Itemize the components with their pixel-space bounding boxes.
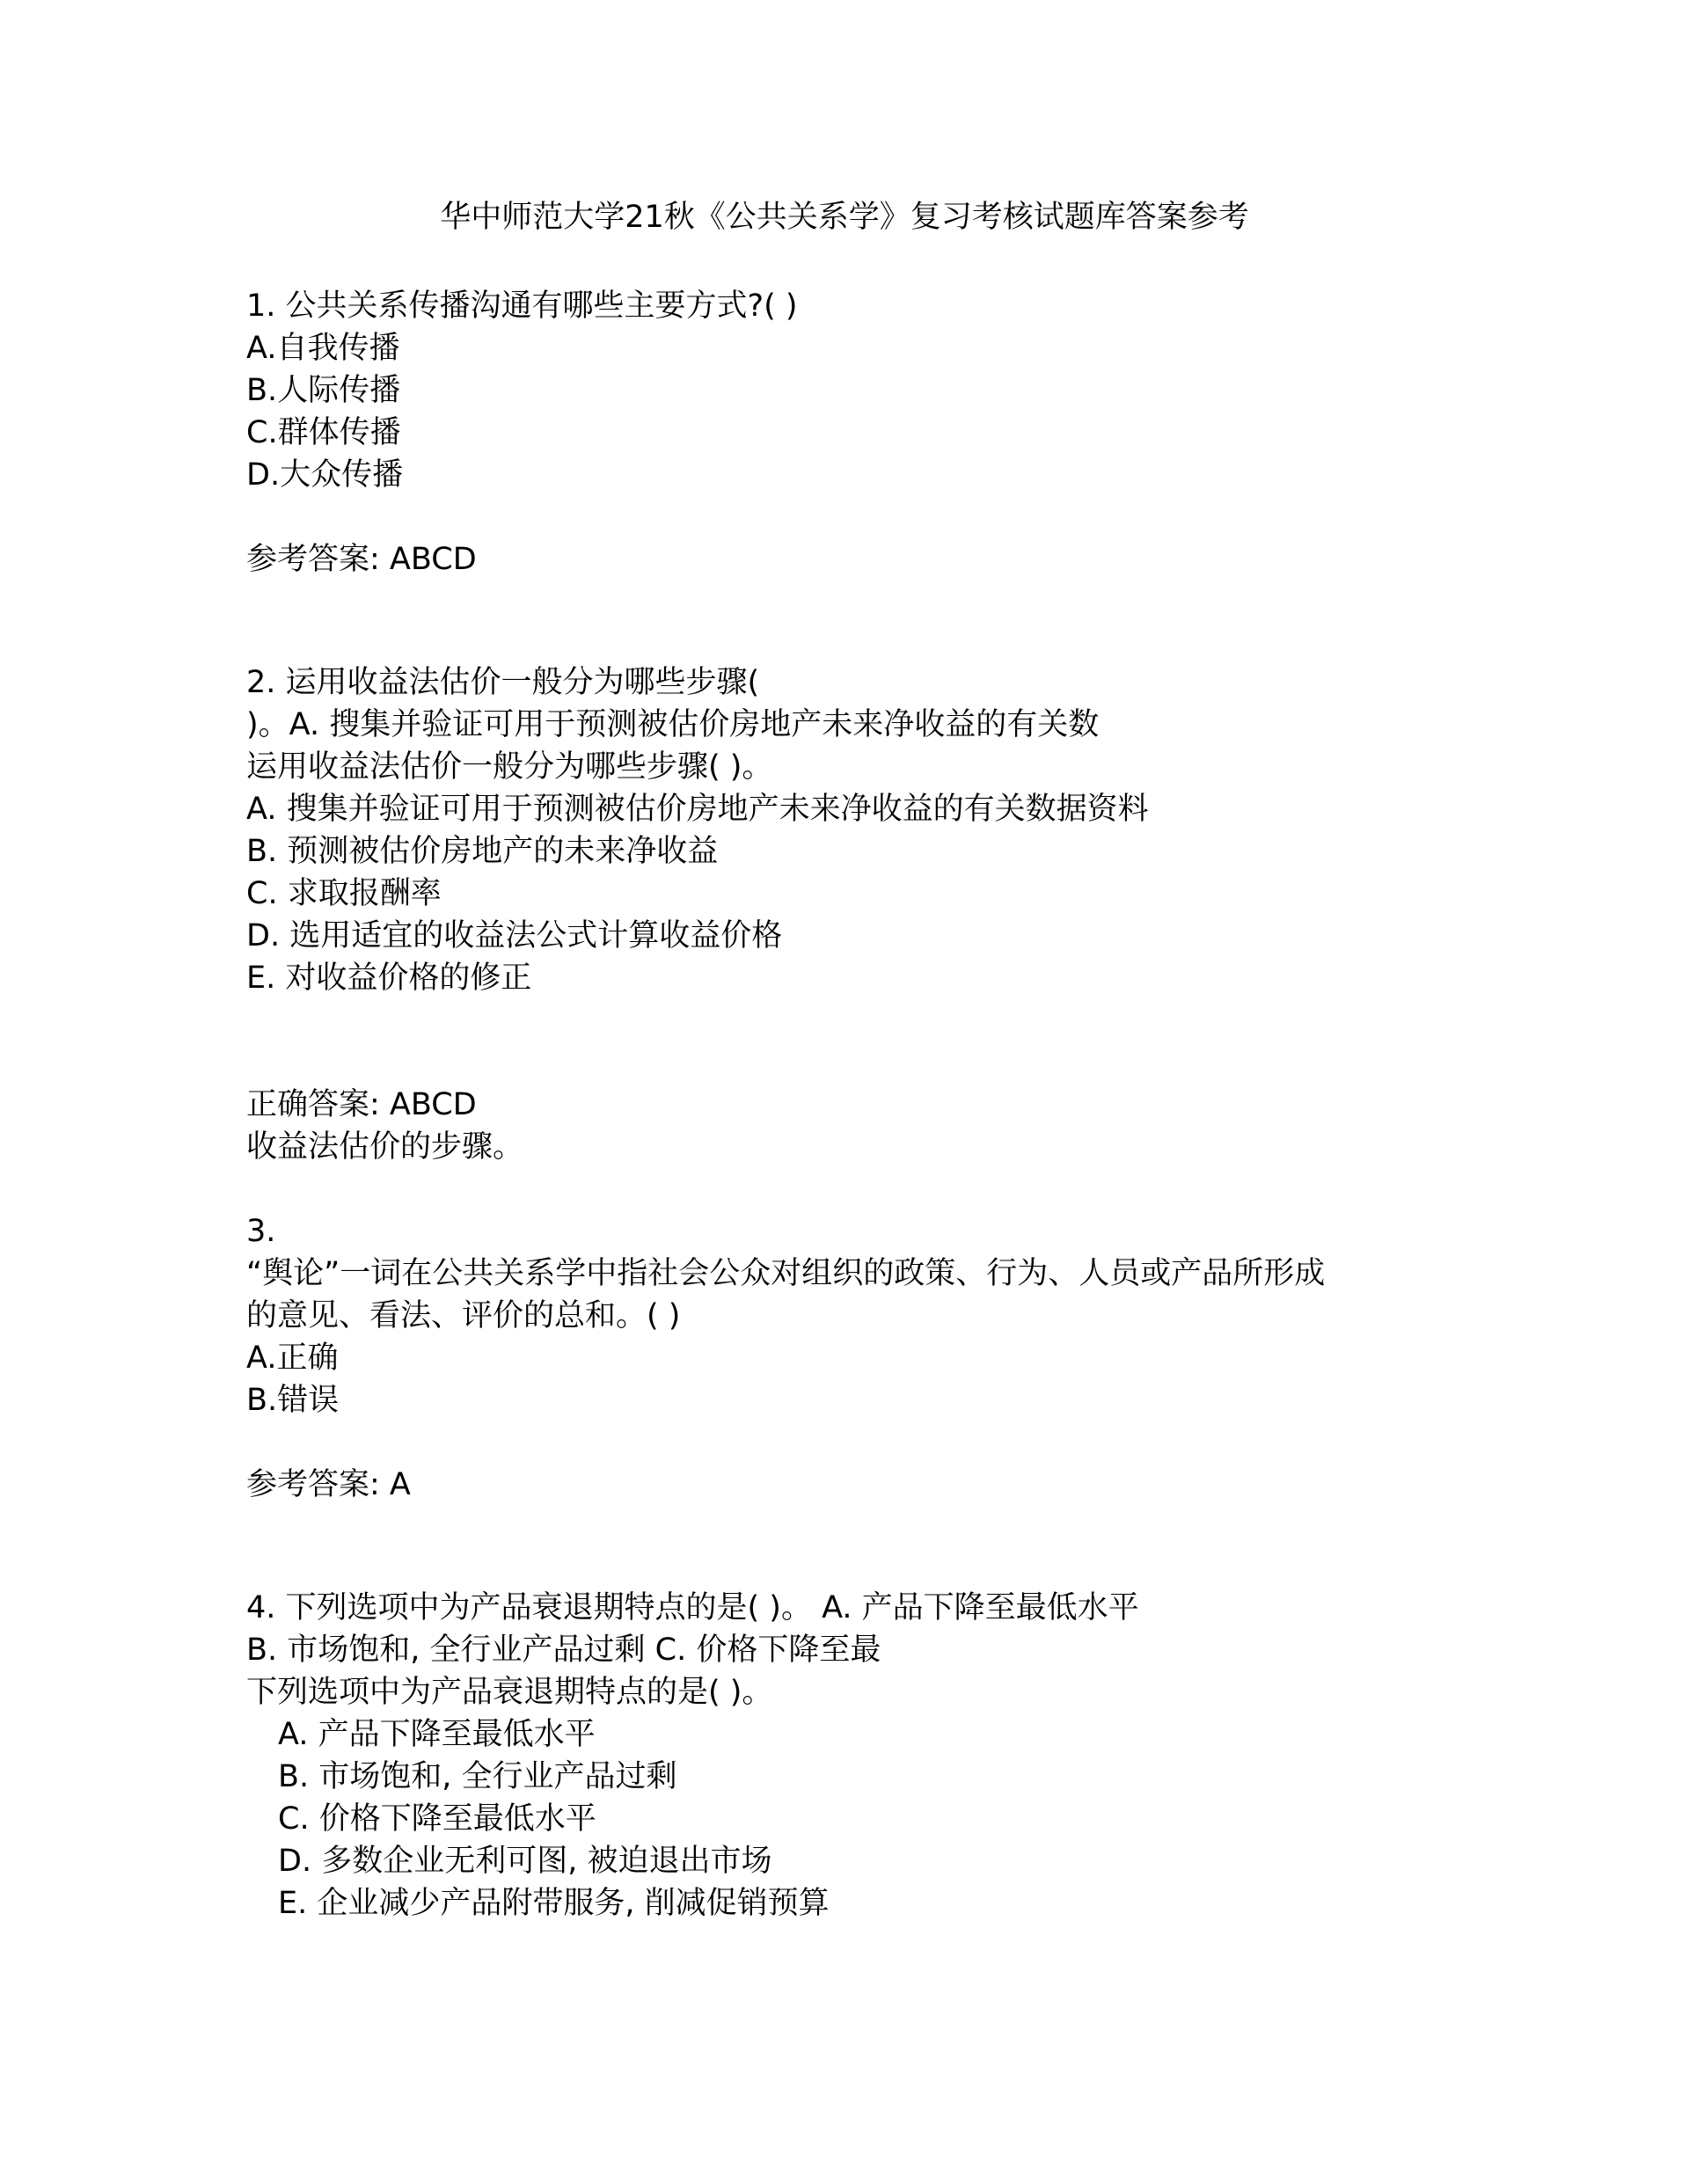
question-2-answer: 正确答案: ABCD	[246, 1087, 477, 1122]
question-2-option-a: A. 搜集并验证可用于预测被估价房地产未来净收益的有关数据资料	[246, 792, 1149, 827]
question-2-stem-line-1: 2. 运用收益法估价一般分为哪些步骤(	[246, 665, 760, 700]
question-3-stem-line-2: 的意见、看法、评价的总和。( )	[246, 1298, 681, 1333]
question-1-option-c: C.群体传播	[246, 415, 401, 450]
question-1-option-d: D.大众传播	[246, 457, 404, 493]
question-4-stem-line-2: B. 市场饱和, 全行业产品过剩 C. 价格下降至最	[246, 1633, 881, 1668]
question-4-option-a: A. 产品下降至最低水平	[278, 1717, 596, 1752]
question-1-answer: 参考答案: ABCD	[246, 542, 477, 577]
question-2-option-d: D. 选用适宜的收益法公式计算收益价格	[246, 918, 783, 953]
question-1-option-b: B.人际传播	[246, 373, 401, 408]
question-4-option-d: D. 多数企业无利可图, 被迫退出市场	[278, 1844, 772, 1879]
question-2-stem-line-3: 运用收益法估价一般分为哪些步骤( )。	[246, 749, 773, 785]
question-4-stem-line-3: 下列选项中为产品衰退期特点的是( )。	[246, 1675, 773, 1710]
question-4-option-b: B. 市场饱和, 全行业产品过剩	[278, 1759, 677, 1794]
question-2-option-e: E. 对收益价格的修正	[246, 961, 532, 996]
question-3-number: 3.	[246, 1214, 276, 1249]
question-3-option-a: A.正确	[246, 1340, 339, 1376]
question-1-stem: 1. 公共关系传播沟通有哪些主要方式?( )	[246, 289, 798, 324]
question-2-explanation: 收益法估价的步骤。	[246, 1129, 524, 1165]
question-3-stem-line-1: “舆论”一词在公共关系学中指社会公众对组织的政策、行为、人员或产品所形成	[246, 1256, 1326, 1291]
question-3-answer: 参考答案: A	[246, 1467, 411, 1502]
question-2-stem-line-2: )。A. 搜集并验证可用于预测被估价房地产未来净收益的有关数	[246, 707, 1100, 742]
document-title: 华中师范大学21秋《公共关系学》复习考核试题库答案参考	[440, 200, 1249, 235]
question-4-stem-line-1: 4. 下列选项中为产品衰退期特点的是( )。 A. 产品下降至最低水平	[246, 1590, 1139, 1625]
question-1-option-a: A.自我传播	[246, 331, 400, 366]
question-4-option-c: C. 价格下降至最低水平	[278, 1801, 596, 1837]
question-3-option-b: B.错误	[246, 1383, 340, 1418]
question-2-option-b: B. 预测被估价房地产的未来净收益	[246, 834, 719, 869]
question-2-option-c: C. 求取报酬率	[246, 876, 442, 911]
question-4-option-e: E. 企业减少产品附带服务, 削减促销预算	[278, 1886, 830, 1921]
